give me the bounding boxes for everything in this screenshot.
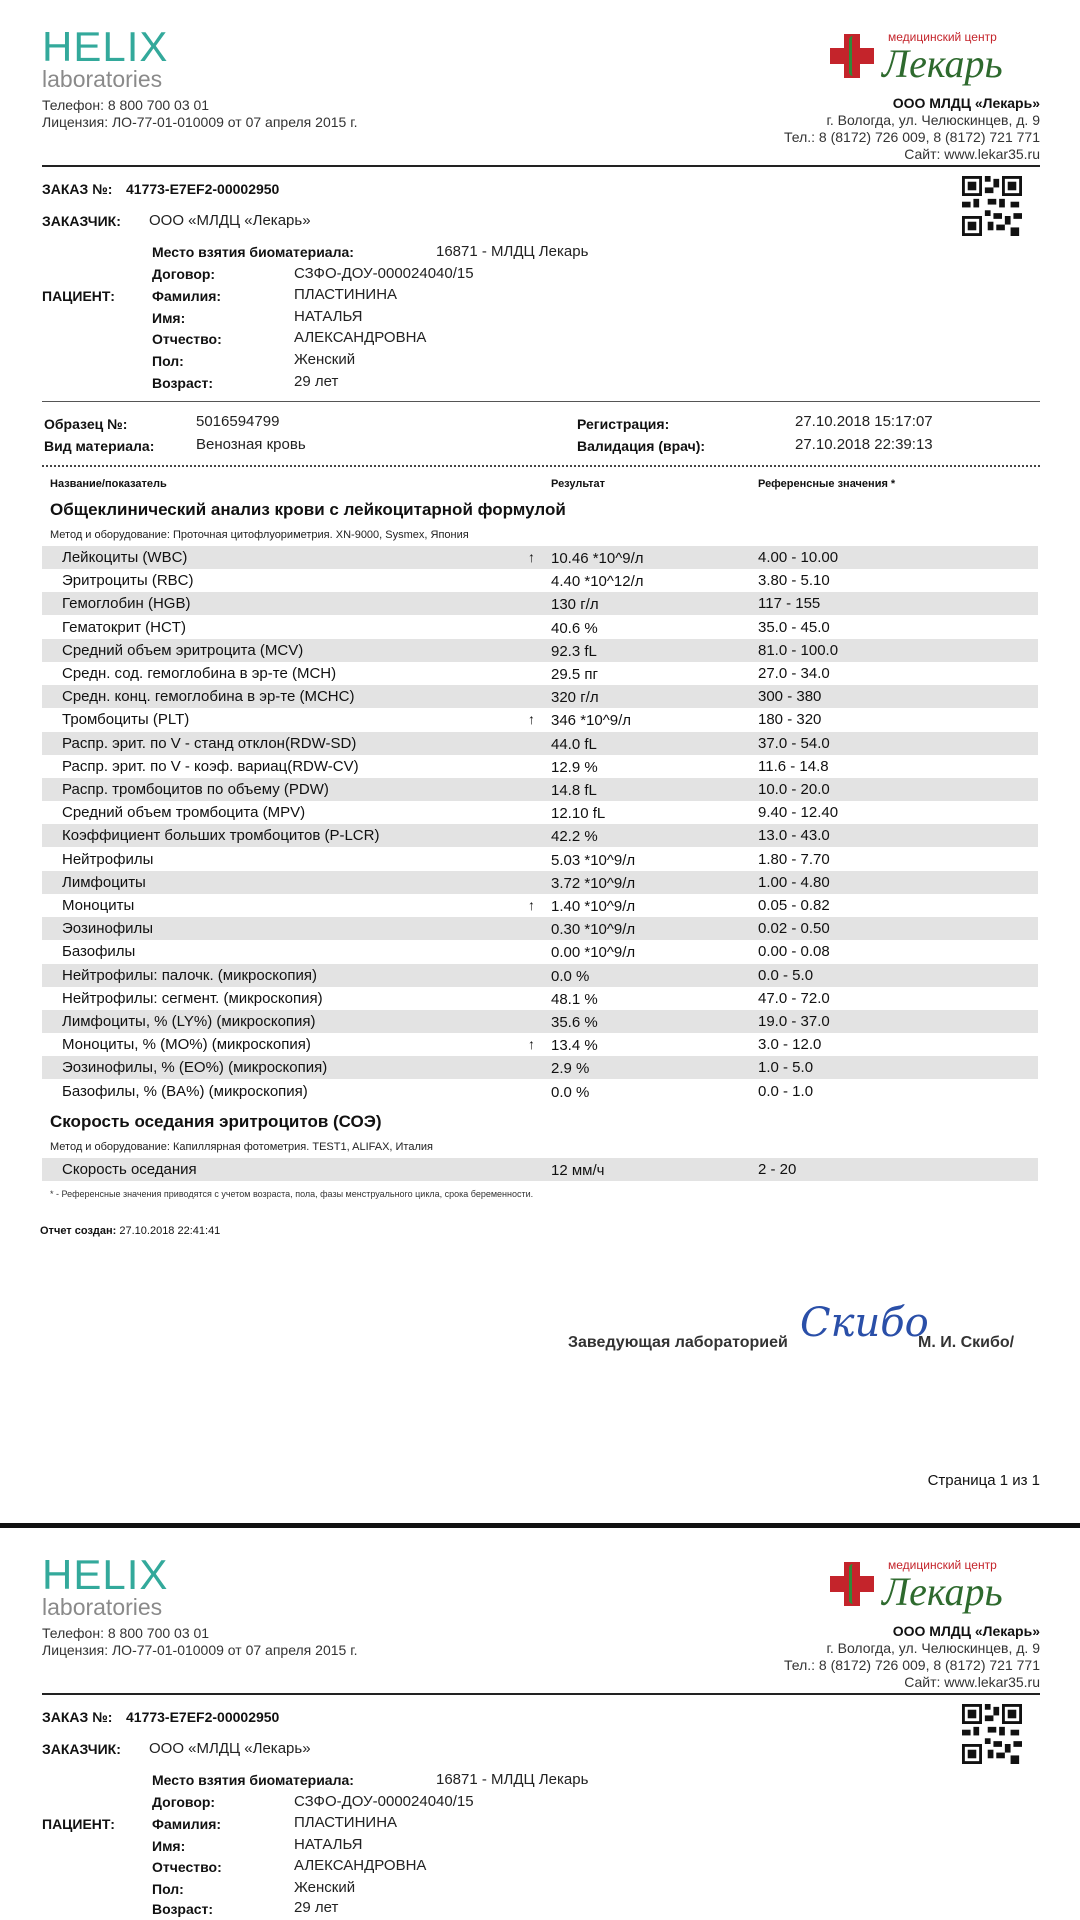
reference-range: 11.6 - 14.8 [758,757,829,775]
result-value: 4.40 *10^12/л [551,573,644,591]
reference-range: 117 - 155 [758,595,821,613]
high-flag-icon: ↑ [528,897,535,913]
order-number: 41773-E7EF2-00002950 [126,1709,280,1725]
patronymic-label: Отчество: [152,331,222,347]
result-row [42,1158,1038,1181]
clinic-address: г. Вологда, ул. Челюскинцев, д. 9 [826,112,1040,128]
cbc-title: Общеклинический анализ крови с лейкоцитарной формулой [50,500,566,519]
result-row [42,894,1038,917]
clinic-info [784,1623,1040,1691]
order-label: ЗАКАЗ №: [42,181,113,197]
place-value: 16871 - МЛДЦ Лекарь [436,1771,589,1788]
reference-range: 3.0 - 12.0 [758,1036,822,1054]
age-label: Возраст: [152,1901,214,1917]
material-value: Венозная кровь [196,436,306,453]
lab-license: Лицензия: ЛО-77-01-010009 от 07 апреля 2015 г. [42,114,358,130]
report-created-value: 27.10.2018 22:41:41 [119,1225,221,1237]
reference-range: 0.05 - 0.82 [758,897,830,914]
result-row [42,546,1038,569]
helix-logo [42,23,169,92]
col-header-name: Название/показатель [50,478,167,490]
result-name: Распр. эрит. по V - коэф. вариац(RDW-CV) [62,757,359,775]
result-value: 12.10 fL [551,805,606,823]
result-name: Коэффициент больших тромбоцитов (P-LCR) [62,827,380,845]
result-name: Эозинофилы, % (EO%) (микроскопия) [62,1059,328,1077]
result-value: 2.9 % [551,1060,590,1078]
result-row [42,616,1038,639]
clinic-name: ООО МЛДЦ «Лекарь» [892,1623,1040,1639]
col-header-result: Результат [551,478,606,490]
result-row [42,987,1038,1010]
patient-label: ПАЦИЕНТ: [42,288,115,304]
clinic-name: ООО МЛДЦ «Лекарь» [892,95,1040,111]
result-value: 13.4 % [551,1037,598,1055]
clinic-phones: Тел.: 8 (8172) 726 009, 8 (8172) 721 771 [784,129,1040,145]
reference-range: 10.0 - 20.0 [758,781,830,798]
reference-range: 35.0 - 45.0 [758,618,830,636]
result-value: 42.2 % [551,828,598,846]
age-value: 29 лет [294,373,339,390]
reference-range: 0.0 - 1.0 [758,1082,814,1100]
result-name: Средн. конц. гемоглобина в эр-те (MCHC) [62,688,355,706]
helix-logo-sub: laboratories [42,1594,163,1620]
result-value: 29.5 пг [551,666,598,683]
lab-contacts [42,97,357,131]
result-value: 5.03 *10^9/л [551,851,636,869]
lekar-logo [830,28,1040,88]
reference-range: 1.0 - 5.0 [758,1059,814,1077]
contract-value: СЗФО-ДОУ-000024040/15 [294,265,474,282]
result-name: Гемоглобин (HGB) [62,595,191,613]
customer-label: ЗАКАЗЧИК: [42,213,121,229]
clinic-site[interactable]: Сайт: www.lekar35.ru [904,146,1040,162]
header-divider [42,165,1040,167]
helix-logo-main: HELIX [42,1551,169,1598]
result-value: 44.0 fL [551,735,597,753]
surname-value: ПЛАСТИНИНА [294,286,398,303]
result-row [42,662,1038,685]
report-page-2 [0,1528,1080,1920]
reference-range: 4.00 - 10.00 [758,549,839,566]
lekar-tagline: медицинский центр [888,1558,997,1572]
clinic-address: г. Вологда, ул. Челюскинцев, д. 9 [826,1640,1040,1656]
result-value: 320 г/л [551,689,599,707]
result-name: Нейтрофилы: палочк. (микроскопия) [62,966,317,984]
clinic-phones: Тел.: 8 (8172) 726 009, 8 (8172) 721 771 [784,1657,1040,1673]
result-row [42,1010,1038,1033]
footnote: * - Референсные значения приводятся с учетом возраста, пола, фазы менструального цикла, срока беременности. [50,1189,534,1199]
result-value: 12.9 % [551,758,598,776]
customer-label: ЗАКАЗЧИК: [42,1741,121,1757]
esr-method: Метод и оборудование: Капиллярная фотометрия. TEST1, ALIFAX, Италия [50,1141,433,1153]
result-name: Базофилы, % (BA%) (микроскопия) [62,1082,308,1100]
surname-label: Фамилия: [152,288,222,304]
result-row [42,1033,1038,1056]
reference-range: 300 - 380 [758,688,822,706]
reference-range: 2 - 20 [758,1161,797,1178]
sex-value: Женский [294,1879,356,1896]
result-name: Лимфоциты [62,873,146,891]
esr-title: Скорость оседания эритроцитов (СОЭ) [50,1112,382,1131]
clinic-info [784,95,1040,163]
result-name: Средний объем эритроцита (MCV) [62,641,304,659]
lab-phone: Телефон: 8 800 700 03 01 [42,97,210,113]
result-row [42,755,1038,778]
reference-range: 19.0 - 37.0 [758,1013,830,1030]
place-value: 16871 - МЛДЦ Лекарь [436,243,589,260]
age-label: Возраст: [152,375,214,391]
reference-range: 1.80 - 7.70 [758,850,830,868]
helix-logo-main: HELIX [42,23,169,70]
signature-title: Заведующая лабораторией [568,1334,788,1351]
signature-name: М. И. Скибо/ [918,1334,1015,1351]
header-divider [42,1693,1040,1695]
sex-value: Женский [294,351,356,368]
reference-range: 81.0 - 100.0 [758,641,839,659]
result-name: Распр. эрит. по V - станд отклон(RDW-SD) [62,734,357,752]
reference-range: 37.0 - 54.0 [758,734,830,752]
result-value: 0.0 % [551,1083,590,1101]
result-name: Базофилы [62,943,136,961]
result-name: Нейтрофилы [62,850,154,868]
surname-value: ПЛАСТИНИНА [294,1814,398,1831]
result-value: 0.30 *10^9/л [551,921,636,939]
name-label: Имя: [152,310,186,326]
order-label: ЗАКАЗ №: [42,1709,113,1725]
high-flag-icon: ↑ [528,1036,535,1053]
col-header-reference: Референсные значения * [758,478,896,490]
customer-value: ООО «МЛДЦ «Лекарь» [149,212,311,229]
reference-range: 0.02 - 0.50 [758,920,830,938]
result-row [42,732,1038,755]
result-value: 14.8 fL [551,782,597,799]
result-name: Моноциты [62,897,135,914]
result-row [42,917,1038,940]
customer-value: ООО «МЛДЦ «Лекарь» [149,1740,311,1757]
handwritten-signature: Скибо [800,1300,929,1346]
sample-number-label: Образец №: [44,416,128,432]
result-name: Эритроциты (RBC) [62,572,194,590]
page-number: Страница 1 из 1 [927,1472,1040,1489]
qr-code-icon [962,176,1022,236]
result-value: 1.40 *10^9/л [551,898,636,915]
registration-value: 27.10.2018 15:17:07 [795,413,933,430]
high-flag-icon: ↑ [528,711,535,728]
result-name: Скорость оседания [62,1161,197,1178]
result-row [42,592,1038,615]
result-name: Средний объем тромбоцита (MPV) [62,804,306,822]
sample-number-value: 5016594799 [196,413,280,430]
surname-label: Фамилия: [152,1816,222,1832]
result-value: 346 *10^9/л [551,712,632,730]
sample-divider [42,465,1040,467]
result-row [42,824,1038,847]
validation-value: 27.10.2018 22:39:13 [795,436,933,453]
patronymic-label: Отчество: [152,1859,222,1875]
sex-label: Пол: [152,1881,184,1897]
result-value: 35.6 % [551,1014,598,1031]
result-name: Эозинофилы [62,920,154,938]
result-value: 3.72 *10^9/л [551,874,636,892]
result-row [42,569,1038,592]
result-name: Тромбоциты (PLT) [62,711,190,729]
patronymic-value: АЛЕКСАНДРОВНА [294,1857,427,1874]
lekar-logo [830,1556,1040,1616]
reference-range: 0.00 - 0.08 [758,943,830,961]
result-row [42,1080,1038,1103]
order-number: 41773-E7EF2-00002950 [126,181,280,197]
contract-label: Договор: [152,1794,216,1810]
patient-label: ПАЦИЕНТ: [42,1816,115,1832]
result-name: Распр. тромбоцитов по объему (PDW) [62,781,329,798]
reference-range: 13.0 - 43.0 [758,827,830,845]
name-value: НАТАЛЬЯ [294,1836,363,1853]
patronymic-value: АЛЕКСАНДРОВНА [294,329,427,346]
helix-logo-sub: laboratories [42,66,163,92]
result-row [42,639,1038,662]
high-flag-icon: ↑ [528,549,535,565]
result-row [42,940,1038,963]
result-row [42,708,1038,731]
result-value: 40.6 % [551,619,598,637]
patient-divider [42,401,1040,402]
report-created-label: Отчет создан: [40,1225,117,1237]
result-value: 0.00 *10^9/л [551,944,636,962]
result-value: 48.1 % [551,990,598,1008]
name-label: Имя: [152,1838,186,1854]
lekar-tagline: медицинский центр [888,30,997,44]
lekar-logo-word: Лекарь [882,1569,1003,1614]
sex-label: Пол: [152,353,184,369]
reference-range: 47.0 - 72.0 [758,989,830,1007]
result-value: 130 г/л [551,596,599,614]
place-label: Место взятия биоматериала: [152,1772,354,1788]
name-value: НАТАЛЬЯ [294,308,363,325]
result-value: 10.46 *10^9/л [551,550,644,567]
validation-label: Валидация (врач): [577,438,706,454]
lab-phone: Телефон: 8 800 700 03 01 [42,1625,210,1641]
clinic-site[interactable]: Сайт: www.lekar35.ru [904,1674,1040,1690]
result-name: Лейкоциты (WBC) [62,549,188,566]
lab-contacts [42,1625,357,1659]
medical-cross-icon [830,34,874,78]
result-value: 12 мм/ч [551,1162,605,1179]
result-value: 0.0 % [551,967,590,985]
reference-range: 0.0 - 5.0 [758,966,814,984]
registration-label: Регистрация: [577,416,670,432]
reference-range: 3.80 - 5.10 [758,572,830,590]
lekar-logo-word: Лекарь [882,41,1003,86]
result-row [42,801,1038,824]
qr-code-icon [962,1704,1022,1764]
result-name: Моноциты, % (MO%) (микроскопия) [62,1036,311,1054]
medical-cross-icon [830,1562,874,1606]
result-row [42,778,1038,801]
result-row [42,964,1038,987]
reference-range: 27.0 - 34.0 [758,665,830,682]
result-row [42,1056,1038,1079]
result-name: Гематокрит (HCT) [62,618,186,636]
result-name: Лимфоциты, % (LY%) (микроскопия) [62,1013,316,1030]
age-value: 29 лет [294,1899,339,1916]
contract-value: СЗФО-ДОУ-000024040/15 [294,1793,474,1810]
contract-label: Договор: [152,266,216,282]
helix-logo [42,1551,169,1620]
cbc-method: Метод и оборудование: Проточная цитофлуориметрия. XN-9000, Sysmex, Япония [50,529,469,541]
reference-range: 180 - 320 [758,711,822,729]
result-row [42,685,1038,708]
reference-range: 1.00 - 4.80 [758,873,830,891]
result-name: Средн. сод. гемоглобина в эр-те (MCH) [62,665,337,682]
place-label: Место взятия биоматериала: [152,244,354,260]
report-created [40,1225,220,1237]
lab-license: Лицензия: ЛО-77-01-010009 от 07 апреля 2015 г. [42,1642,358,1658]
result-name: Нейтрофилы: сегмент. (микроскопия) [62,989,323,1007]
result-row [42,871,1038,894]
result-value: 92.3 fL [551,642,597,660]
reference-range: 9.40 - 12.40 [758,804,839,822]
result-row [42,848,1038,871]
material-label: Вид материала: [44,438,155,454]
